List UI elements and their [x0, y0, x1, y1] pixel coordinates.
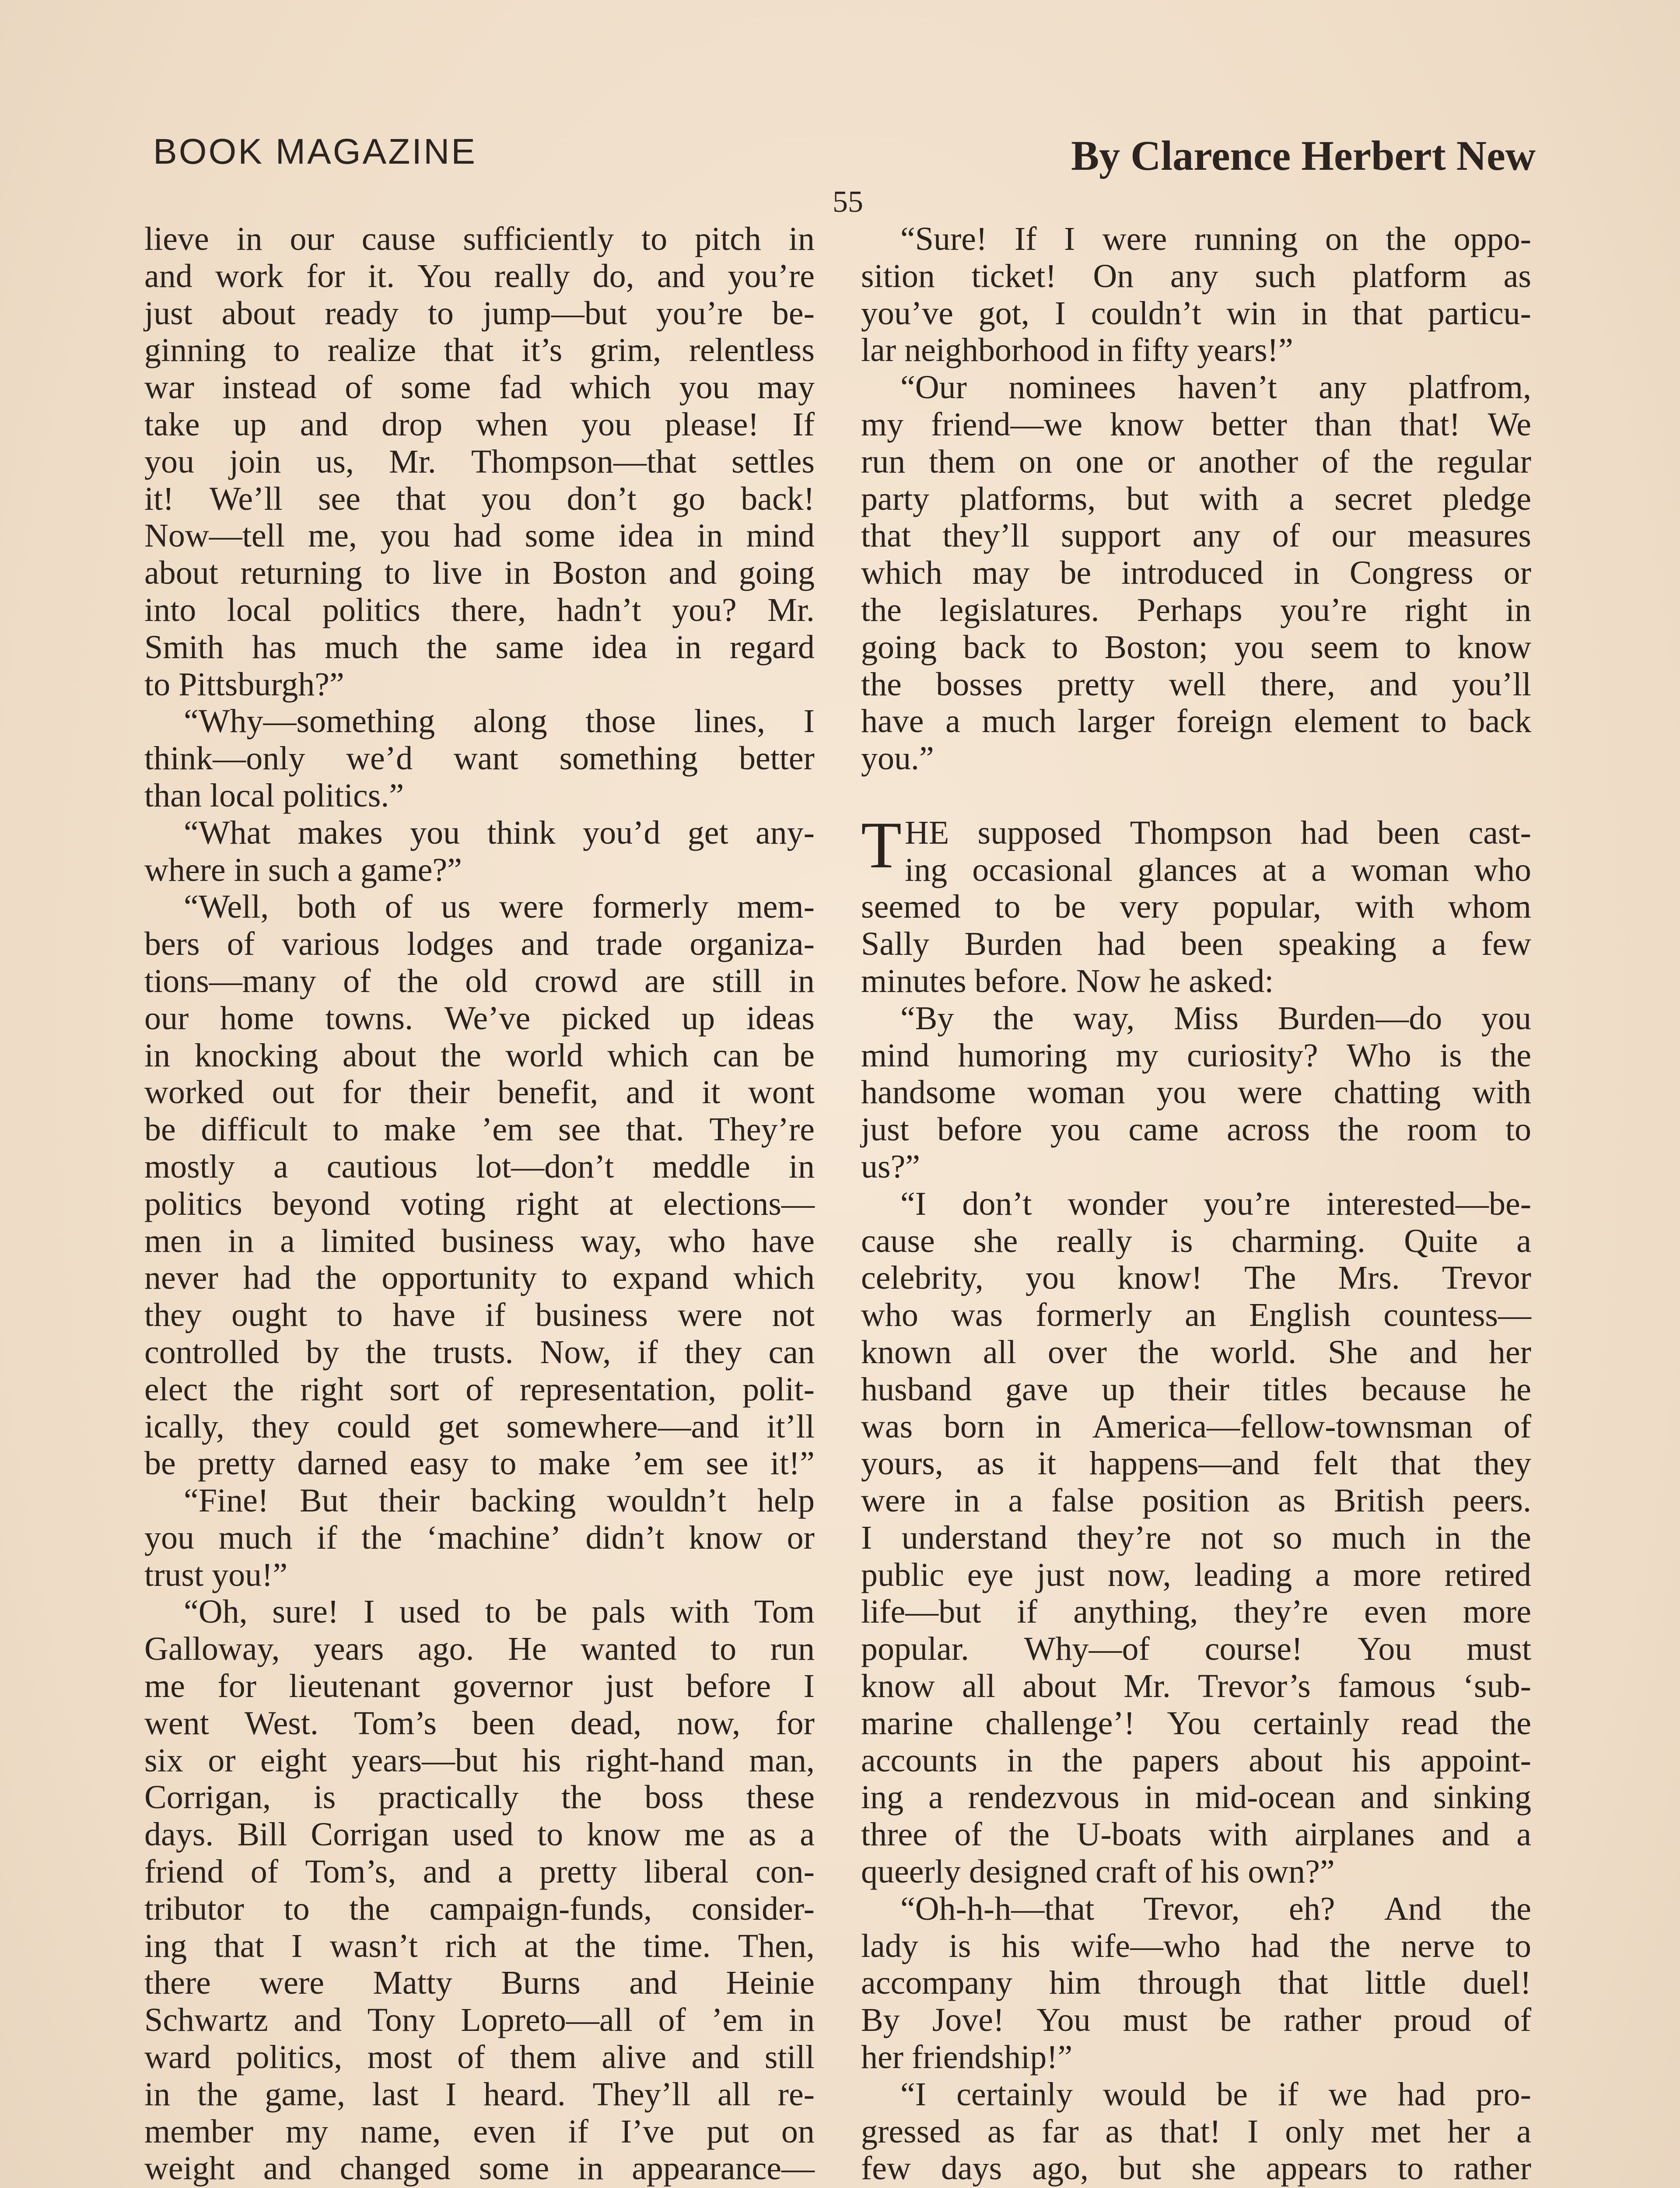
header-author: By Clarence Herbert New — [1071, 132, 1536, 179]
text-line: know all about Mr. Trevor’s famous ‘sub- — [861, 1668, 1531, 1705]
text-line: weight and changed some in appearance— — [144, 2150, 815, 2187]
text-line: seemed to be very popular, with whom — [861, 888, 1531, 926]
text-line: Sally Burden had been speaking a few — [861, 926, 1531, 963]
text-line: lieve in our cause sufficiently to pitch in — [144, 221, 815, 257]
text-line: Galloway, years ago. He wanted to run — [144, 1630, 815, 1668]
text-line: cause she really is charming. Quite a — [861, 1222, 1531, 1259]
text-line: gressed as far as that! I only met her a — [861, 2113, 1531, 2150]
text-line: public eye just now, leading a more retired — [861, 1556, 1531, 1593]
text-line: and work for it. You really do, and you’re — [144, 257, 815, 295]
text-line: be difficult to make ’em see that. They’re — [144, 1111, 815, 1148]
text-line: tributor to the campaign-funds, consider- — [144, 1890, 815, 1927]
text-line: war instead of some fad which you may — [144, 369, 815, 406]
text-line: six or eight years—but his right-hand man, — [144, 1742, 815, 1779]
text-line: ward politics, most of them alive and still — [144, 2039, 815, 2076]
text-line: three of the U-boats with airplanes and a — [861, 1816, 1531, 1853]
text-line: us?” — [861, 1148, 920, 1185]
text-line: popular. Why—of course! You must — [861, 1630, 1531, 1668]
text-line: “Well, both of us were formerly mem- — [184, 888, 815, 926]
text-line: there were Matty Burns and Heinie — [144, 1964, 815, 2002]
text-line: ginning to realize that it’s grim, relentless — [144, 332, 815, 369]
text-line: “I certainly would be if we had pro- — [900, 2076, 1531, 2113]
text-line: to Pittsburgh?” — [144, 666, 344, 703]
text-line: celebrity, you know! The Mrs. Trevor — [861, 1259, 1531, 1297]
text-line: “Our nominees haven’t any platfrom, — [900, 369, 1531, 406]
text-line: in knocking about the world which can be — [144, 1037, 815, 1074]
page-number: 55 — [833, 185, 863, 219]
text-line: the bosses pretty well there, and you’ll — [861, 666, 1531, 703]
text-line: going back to Boston; you seem to know — [861, 628, 1531, 666]
text-line: queerly designed craft of his own?” — [861, 1853, 1335, 1890]
text-line: than local politics.” — [144, 777, 404, 814]
text-line: “I don’t wonder you’re interested—be- — [900, 1185, 1531, 1222]
text-line: known all over the world. She and her — [861, 1333, 1531, 1371]
text-line: think—only we’d want something better — [144, 740, 815, 777]
text-line: accounts in the papers about his appoint- — [861, 1742, 1531, 1779]
text-line: ing that I wasn’t rich at the time. Then, — [144, 1927, 815, 1964]
text-line: controlled by the trusts. Now, if they can — [144, 1333, 815, 1371]
text-line: bers of various lodges and trade organiza- — [144, 926, 815, 963]
text-line: I understand they’re not so much in the — [861, 1519, 1531, 1556]
text-line: were in a false position as British peers. — [861, 1482, 1531, 1519]
text-line: our home towns. We’ve picked up ideas — [144, 999, 815, 1037]
text-line: me for lieutenant governor just before I — [144, 1668, 815, 1705]
text-line: be pretty darned easy to make ’em see it!” — [144, 1445, 815, 1482]
text-line: friend of Tom’s, and a pretty liberal con- — [144, 1853, 815, 1890]
text-line: “Fine! But their backing wouldn’t help — [184, 1482, 815, 1519]
text-line: where in such a game?” — [144, 851, 462, 888]
text-line: “Oh, sure! I used to be pals with Tom — [184, 1593, 815, 1630]
text-line: accompany him through that little duel! — [861, 1964, 1531, 2002]
text-line: ically, they could get somewhere—and it’ll — [144, 1408, 815, 1445]
text-line: few days ago, but she appears to rather — [861, 2150, 1531, 2187]
text-line: yours, as it happens—and felt that they — [861, 1445, 1531, 1482]
text-line: life—but if anything, they’re even more — [861, 1593, 1531, 1630]
text-line: “What makes you think you’d get any- — [184, 814, 815, 851]
text-line: HE supposed Thompson had been cast- T — [861, 808, 1531, 882]
text-line: handsome woman you were chatting with — [861, 1074, 1531, 1111]
text-line: lar neighborhood in fifty years!” — [861, 332, 1293, 369]
text-line: marine challenge’! You certainly read the — [861, 1704, 1531, 1742]
text-line: By Jove! You must be rather proud of — [861, 2002, 1531, 2039]
text-line: “By the way, Miss Burden—do you — [900, 999, 1531, 1037]
text-line: men in a limited business way, who have — [144, 1222, 815, 1259]
text-line: you join us, Mr. Thompson—that settles — [144, 443, 815, 480]
text-line: her friendship!” — [861, 2039, 1073, 2076]
text-line: Now—tell me, you had some idea in mind — [144, 517, 815, 554]
text-line: just before you came across the room to — [861, 1111, 1531, 1148]
text-line: politics beyond voting right at elections— — [144, 1185, 815, 1222]
text-line: just about ready to jump—but you’re be- — [144, 295, 815, 332]
text-line: ing occasional glances at a woman who — [905, 851, 1531, 888]
text-line: you.” — [861, 740, 934, 777]
text-line: have a much larger foreign element to back — [861, 703, 1531, 740]
text-line: that they’ll support any of our measures — [861, 517, 1531, 554]
text-line: mind humoring my curiosity? Who is the — [861, 1037, 1531, 1074]
text-line: was born in America—fellow-townsman of — [861, 1408, 1531, 1445]
text-line: which may be introduced in Congress or — [861, 554, 1531, 592]
text-line: my friend—we know better than that! We — [861, 406, 1531, 443]
text-line: minutes before. Now he asked: — [861, 962, 1274, 999]
text-line: who was formerly an English countess— — [861, 1297, 1531, 1334]
text-line: “Sure! If I were running on the oppo- — [900, 221, 1531, 257]
text-line: sition ticket! On any such platform as — [861, 257, 1531, 295]
text-line: Corrigan, is practically the boss these — [144, 1779, 815, 1816]
text-line: tions—many of the old crowd are still in — [144, 962, 815, 999]
text-line: take up and drop when you please! If — [144, 406, 815, 443]
text-line: about returning to live in Boston and going — [144, 554, 815, 592]
text-line: “Oh-h-h—that Trevor, eh? And the — [900, 1890, 1531, 1927]
text-line: husband gave up their titles because he — [861, 1371, 1531, 1408]
drop-cap: T — [861, 808, 902, 882]
right-column — [861, 221, 1531, 2188]
text-line: ing a rendezvous in mid-ocean and sinking — [861, 1779, 1531, 1816]
text-line: trust you!” — [144, 1556, 288, 1593]
text-line: never had the opportunity to expand which — [144, 1259, 815, 1297]
text-line: lady is his wife—who had the nerve to — [861, 1927, 1531, 1964]
text-line: the legislatures. Perhaps you’re right in — [861, 591, 1531, 628]
text-line: into local politics there, hadn’t you? Mr. — [144, 591, 815, 628]
text-line: went West. Tom’s been dead, now, for — [144, 1704, 815, 1742]
text-line: you’ve got, I couldn’t win in that particu- — [861, 295, 1531, 332]
paragraph-gap — [861, 777, 1531, 814]
text-line: elect the right sort of representation, polit- — [144, 1371, 815, 1408]
left-column — [144, 221, 815, 2188]
text-line: Smith has much the same idea in regard — [144, 628, 815, 666]
text-line: member my name, even if I’ve put on — [144, 2113, 815, 2150]
text-line: they ought to have if business were not — [144, 1297, 815, 1334]
header-magazine-title: BOOK MAGAZINE — [153, 132, 477, 172]
text-line: you much if the ‘machine’ didn’t know or — [144, 1519, 815, 1556]
text-line: days. Bill Corrigan used to know me as a — [144, 1816, 815, 1853]
text-line: party platforms, but with a secret pledge — [861, 480, 1531, 517]
text-line: run them on one or another of the regular — [861, 443, 1531, 480]
text-line: mostly a cautious lot—don’t meddle in — [144, 1148, 815, 1185]
text-line: in the game, last I heard. They’ll all re- — [144, 2076, 815, 2113]
text-line: it! We’ll see that you don’t go back! — [144, 480, 815, 517]
text-line: “Why—something along those lines, I — [184, 703, 815, 740]
text-line: worked out for their benefit, and it wont — [144, 1074, 815, 1111]
text-line: Schwartz and Tony Lopreto—all of ’em in — [144, 2002, 815, 2039]
